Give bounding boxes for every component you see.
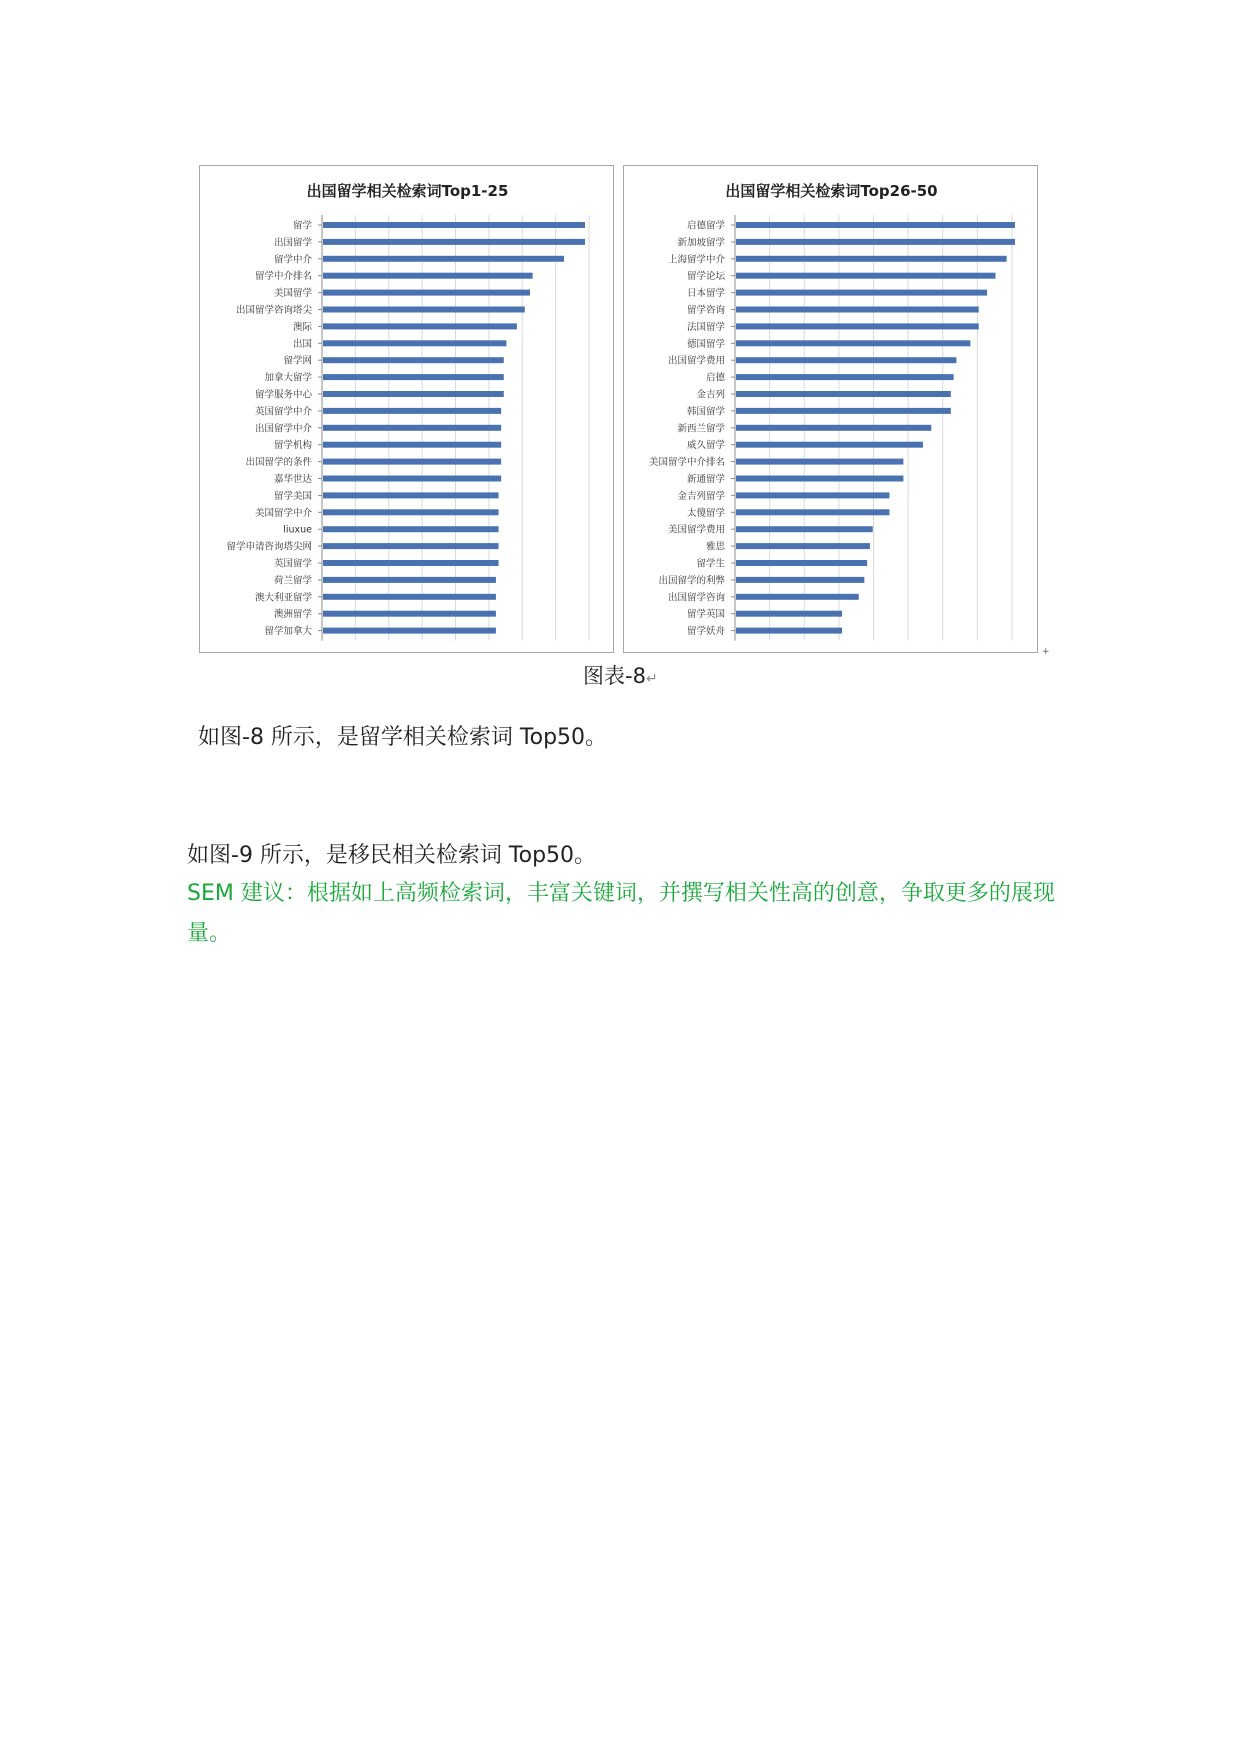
chart-top1-25: [199, 165, 614, 653]
bar: [736, 526, 873, 532]
bar: [323, 611, 496, 617]
bar: [736, 340, 970, 346]
bar: [323, 476, 501, 482]
category-label: 美国留学中介排名: [648, 457, 725, 469]
category-label: 留学美国: [273, 490, 312, 502]
figure-8: [199, 165, 1050, 665]
category-label: liuxue: [283, 524, 312, 536]
bar: [736, 476, 903, 482]
category-label: 新通留学: [686, 474, 725, 485]
category-label: 留学生: [696, 558, 725, 570]
category-label: 留学论坛: [686, 271, 725, 283]
bar: [323, 560, 499, 566]
category-label: 英国留学: [273, 558, 312, 570]
category-label: 美国留学: [273, 288, 312, 300]
bar: [736, 323, 979, 329]
bar: [323, 459, 501, 465]
category-label: 澳际: [292, 321, 312, 333]
category-label: 留学咨询: [686, 305, 725, 316]
paragraph-fig9: 如图-9 所示，是移民相关检索词 Top50。: [187, 843, 597, 868]
bar: [323, 256, 564, 262]
bar: [736, 239, 1015, 245]
category-label: 金吉列: [696, 389, 725, 401]
bar: [323, 222, 585, 228]
bar: [736, 357, 956, 363]
chart-top26-50: [623, 165, 1038, 653]
chart-svg: [200, 166, 615, 654]
category-label: 上海留学中介: [667, 254, 725, 266]
category-label: 出国留学费用: [667, 355, 725, 367]
bar: [323, 340, 506, 346]
bar: [736, 459, 903, 465]
category-label: 日本留学: [686, 288, 725, 300]
category-label: 留学英国: [686, 609, 725, 621]
category-label: 留学: [292, 220, 312, 232]
category-label: 留学机构: [273, 440, 312, 452]
category-label: 德国留学: [686, 338, 725, 350]
category-label: 新西兰留学: [677, 423, 725, 435]
bar: [323, 307, 525, 313]
bar: [323, 594, 496, 600]
bar: [323, 323, 517, 329]
bar: [736, 628, 842, 634]
bar: [323, 543, 499, 549]
category-label: 留学服务中心: [254, 389, 312, 401]
category-label: 留学妖舟: [686, 626, 725, 638]
category-label: 美国留学中介: [254, 507, 312, 519]
category-label: 英国留学中介: [254, 406, 312, 418]
category-label: 留学申请咨询塔尖网: [226, 541, 312, 553]
category-label: 荷兰留学: [273, 575, 312, 587]
figure-caption: [583, 660, 658, 690]
chart-title: 出国留学相关检索词Top26-50: [725, 182, 938, 200]
bar: [736, 273, 995, 279]
paragraph-sem-advice: SEM 建议：根据如上高频检索词，丰富关键词，并撰写相关性高的创意，争取更多的展现量。: [187, 881, 1055, 946]
category-label: 出国留学中介: [254, 423, 312, 435]
bar: [736, 543, 870, 549]
bar: [323, 239, 585, 245]
bar: [736, 307, 979, 313]
corner-mark: +: [1042, 647, 1050, 657]
category-label: 太傻留学: [686, 507, 725, 519]
bar: [736, 391, 951, 397]
category-label: 雅思: [705, 541, 725, 553]
bar: [323, 526, 499, 532]
bar: [736, 611, 842, 617]
category-label: 出国留学咨询塔尖: [235, 305, 312, 316]
category-label: 新加坡留学: [677, 237, 725, 249]
bar: [736, 492, 889, 498]
bar: [323, 509, 499, 515]
bar: [736, 408, 951, 414]
category-label: 威久留学: [686, 440, 725, 452]
category-label: 出国: [292, 338, 312, 350]
caption-text: 图表-8: [583, 664, 646, 688]
bar: [736, 374, 954, 380]
bar: [323, 273, 533, 279]
category-label: 美国留学费用: [667, 524, 725, 536]
bar: [736, 594, 859, 600]
bar: [736, 425, 931, 431]
bar: [323, 442, 501, 448]
bar: [736, 442, 923, 448]
bar: [323, 408, 501, 414]
return-mark: ↵: [645, 671, 658, 687]
category-label: 韩国留学: [686, 406, 725, 418]
bar: [323, 374, 504, 380]
bar: [736, 256, 1007, 262]
bar: [323, 492, 499, 498]
bar: [736, 577, 864, 583]
bar: [323, 290, 530, 296]
category-label: 留学网: [283, 355, 312, 367]
category-label: 留学中介排名: [254, 271, 312, 283]
category-label: 出国留学的利弊: [658, 575, 725, 587]
category-label: 加拿大留学: [264, 372, 312, 384]
bar: [323, 391, 504, 397]
category-label: 澳洲留学: [273, 609, 312, 621]
bar: [736, 560, 867, 566]
category-label: 澳大利亚留学: [254, 592, 312, 604]
category-label: 启德: [705, 372, 725, 384]
bar: [736, 222, 1015, 228]
bar: [736, 509, 889, 515]
bar: [736, 290, 987, 296]
category-label: 法国留学: [686, 321, 725, 333]
chart-title: 出国留学相关检索词Top1-25: [306, 182, 509, 200]
category-label: 出国留学: [273, 237, 312, 249]
bar: [323, 628, 496, 634]
category-label: 嘉华世达: [273, 474, 312, 485]
bar: [323, 577, 496, 583]
bar: [323, 425, 501, 431]
category-label: 留学中介: [273, 254, 312, 266]
category-label: 出国留学的条件: [245, 457, 312, 469]
category-label: 出国留学咨询: [667, 592, 725, 604]
category-label: 金吉列留学: [677, 490, 725, 502]
bar: [323, 357, 504, 363]
paragraph-fig8: 如图-8 所示，是留学相关检索词 Top50。: [198, 725, 608, 750]
category-label: 留学加拿大: [264, 626, 312, 638]
category-label: 启德留学: [686, 220, 725, 232]
chart-svg: [624, 166, 1039, 654]
